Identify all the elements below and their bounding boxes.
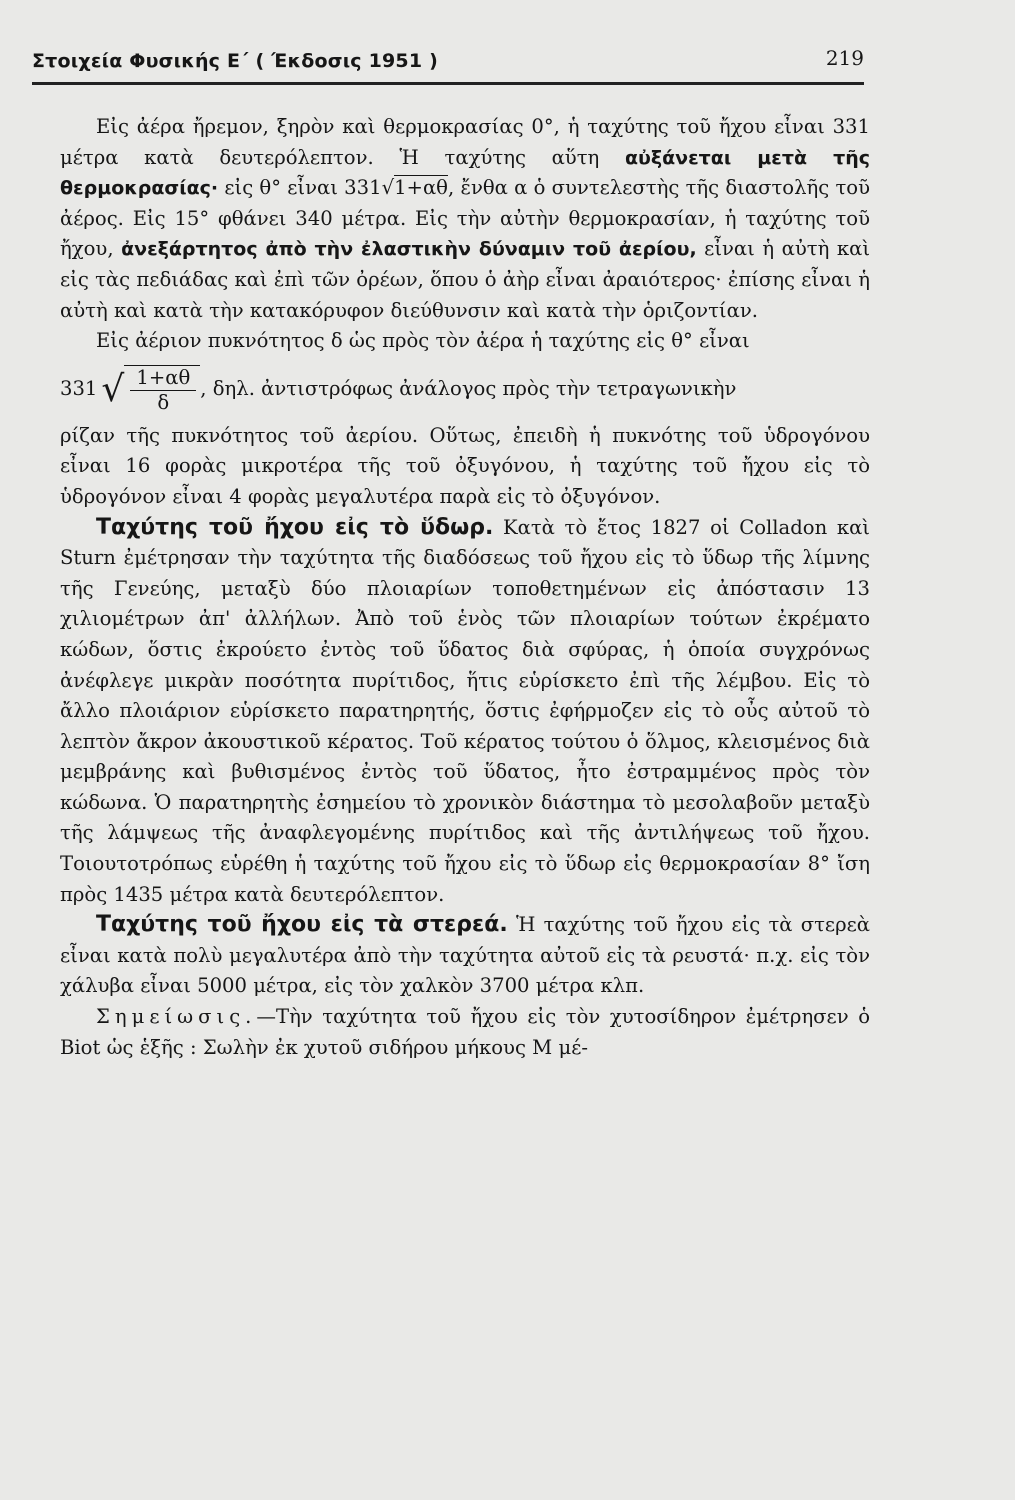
paragraph-air-speed bbox=[60, 112, 870, 326]
sqrt-radicand: 1+αθ bbox=[394, 176, 448, 200]
page-body bbox=[60, 112, 870, 1063]
text-run: εἶναι ἡ αὐτὴ καὶ εἰς τὰς πεδιάδας καὶ ἐπὶ τῶν ὀρέων, ὅπου ὁ ἀὴρ εἶναι ἀραιότερος· ἐπίσης εἶναι ἡ αὐτὴ καὶ κατὰ τὴν κατακόρυφον διεύθυνσιν καὶ κατὰ τὴν ὁριζοντίαν. bbox=[60, 237, 871, 322]
running-header bbox=[32, 46, 864, 85]
formula-coefficient: 331 bbox=[60, 377, 98, 401]
emphasis: ἀνεξάρτητος ἀπὸ τὴν ἐλαστικὴν δύναμιν τοῦ ἀερίου, bbox=[121, 238, 697, 261]
paragraph-gas-density-cont bbox=[60, 421, 870, 513]
section-heading-water: Ταχύτης τοῦ ἤχου εἰς τὸ ὕδωρ. bbox=[96, 514, 494, 540]
formula-tail: , δηλ. ἀντιστρόφως ἀνάλογος πρὸς τὴν τετραγωνικὴν bbox=[200, 377, 737, 401]
section-heading-solids: Ταχύτης τοῦ ἤχου εἰς τὰ στερεά. bbox=[96, 912, 508, 938]
formula-radical-sign: √ bbox=[101, 368, 125, 410]
text-run: Ἡ ταχύτης τοῦ ἤχου εἰς τὰ στερεὰ εἶναι κατὰ πολὺ μεγαλυτέρα ἀπὸ τὴν ταχύτητα αὐτοῦ εἰς τὰ ρευστά· π.χ. εἰς τὸν χάλυβα εἶναι 5000 μέτρα, εἰς τὸν χαλκὸν 3700 μέτρα κλπ. bbox=[60, 913, 870, 998]
paragraph-gas-density bbox=[60, 326, 870, 357]
text-run: Εἰς ἀέριον πυκνότητος δ ὡς πρὸς τὸν ἀέρα ἡ ταχύτης εἰς θ° εἶναι bbox=[96, 329, 750, 353]
sqrt-sign: √ bbox=[381, 176, 395, 200]
text-run: Εἰς ἀέρα ἤρεμον, ξηρὸν καὶ θερμοκρασίας 0°, ἡ ταχύτης τοῦ ἤχου εἶναι 331 μέτρα κατὰ δευτερόλεπτον. Ἡ ταχύτης αὕτη bbox=[60, 115, 870, 169]
formula-fraction bbox=[130, 366, 196, 415]
text-run: εἰς θ° εἶναι 331 bbox=[218, 176, 382, 200]
note-label: Σημείωσις. bbox=[96, 1005, 257, 1029]
text-run: —Τὴν ταχύτητα τοῦ ἤχου εἰς τὸν χυτοσίδηρον ἐμέτρησεν ὁ Biot ὡς ἑξῆς : Σωλὴν ἐκ χυτοῦ σιδήρου μήκους Μ μέ- bbox=[60, 1005, 870, 1059]
paragraph-water bbox=[60, 513, 870, 911]
text-run: Κατὰ τὸ ἔτος 1827 οἱ Colladon καὶ Sturn ἐμέτρησαν τὴν ταχύτητα τῆς διαδόσεως τοῦ ἤχου εἰς τὸ ὕδωρ τῆς λίμνης τῆς Γενεύης, μεταξὺ δύο πλοιαρίων τοποθετημένων εἰς ἀπόστασιν 13 χιλιομέτρων ἀπ' ἀλλήλων. Ἀπὸ τοῦ ἑνὸς τῶν πλοιαρίων τούτων ἐκρέματο κώδων, ὅστις ἐκρούετο ἐντὸς τοῦ ὕδατος διὰ σφύρας, ἡ ὁποία συγχρόνως ἀνέφλεγε μικρὰν ποσότητα πυρίτιδος, ἥτις εὑρίσκετο ἐπὶ τῆς λέμβου. Εἰς τὸ ἄλλο πλοιάριον εὑρίσκετο παρατηρητής, ὅστις ἐφήρμοζεν εἰς τὸ οὖς αὐτοῦ τὸ λεπτὸν ἄκρον ἀκουστικοῦ κέρατος. Τοῦ κέρατος τούτου ὁ ὅλμος, κλεισμένος διὰ μεμβράνης καὶ βυθισμένος ἐντὸς τοῦ ὕδατος, ἦτο ἐστραμμένος πρὸς τὸν κώδωνα. Ὁ παρατηρητὴς ἐσημείου τὸ χρονικὸν διάστημα τὸ μεσολαβοῦν μεταξὺ τῆς λάμψεως τῆς ἀναφλεγομένης πυρίτιδος καὶ τῆς ἀντιλήψεως τοῦ ἤχου. Τοιουτοτρόπως εὑρέθη ἡ ταχύτης τοῦ ἤχου εἰς τὸ ὕδωρ εἰς θερμοκρασίαν 8° ἴση πρὸς 1435 μέτρα κατὰ δευτερόλεπτον. bbox=[60, 515, 870, 906]
paragraph-note bbox=[60, 1002, 870, 1063]
text-run: , ἔνθα α ὁ συντελεστὴς τῆς διαστολῆς τοῦ ἀέρος. Εἰς 15° φθάνει 340 μέτρα. Εἰς τὴν αὐτὴν θερμοκρασίαν, ἡ ταχύτης τοῦ ἤχου, bbox=[60, 176, 870, 261]
formula-radicand bbox=[124, 365, 200, 415]
formula-denominator: δ bbox=[157, 390, 170, 414]
page-number: 219 bbox=[825, 46, 864, 70]
emphasis: αὐξάνεται μετὰ τῆς θερμοκρασίας· bbox=[60, 146, 870, 200]
text-run: ρίζαν τῆς πυκνότητος τοῦ ἀερίου. Οὕτως, ἐπειδὴ ἡ πυκνότης τοῦ ὑδρογόνου εἶναι 16 φορὰς μικροτέρα τῆς τοῦ ὀξυγόνου, ἡ ταχύτης τοῦ ἤχου εἰς τὸ ὑδρογόνον εἶναι 4 φορὰς μεγαλυτέρα παρὰ εἰς τὸ ὀξυγόνον. bbox=[60, 423, 870, 508]
formula-numerator: 1+αθ bbox=[130, 366, 196, 391]
paragraph-solids bbox=[60, 910, 870, 1002]
formula bbox=[60, 359, 870, 421]
book-title: Στοιχεία Φυσικής Ε΄ ( Έκδοσις 1951 ) bbox=[32, 50, 438, 72]
